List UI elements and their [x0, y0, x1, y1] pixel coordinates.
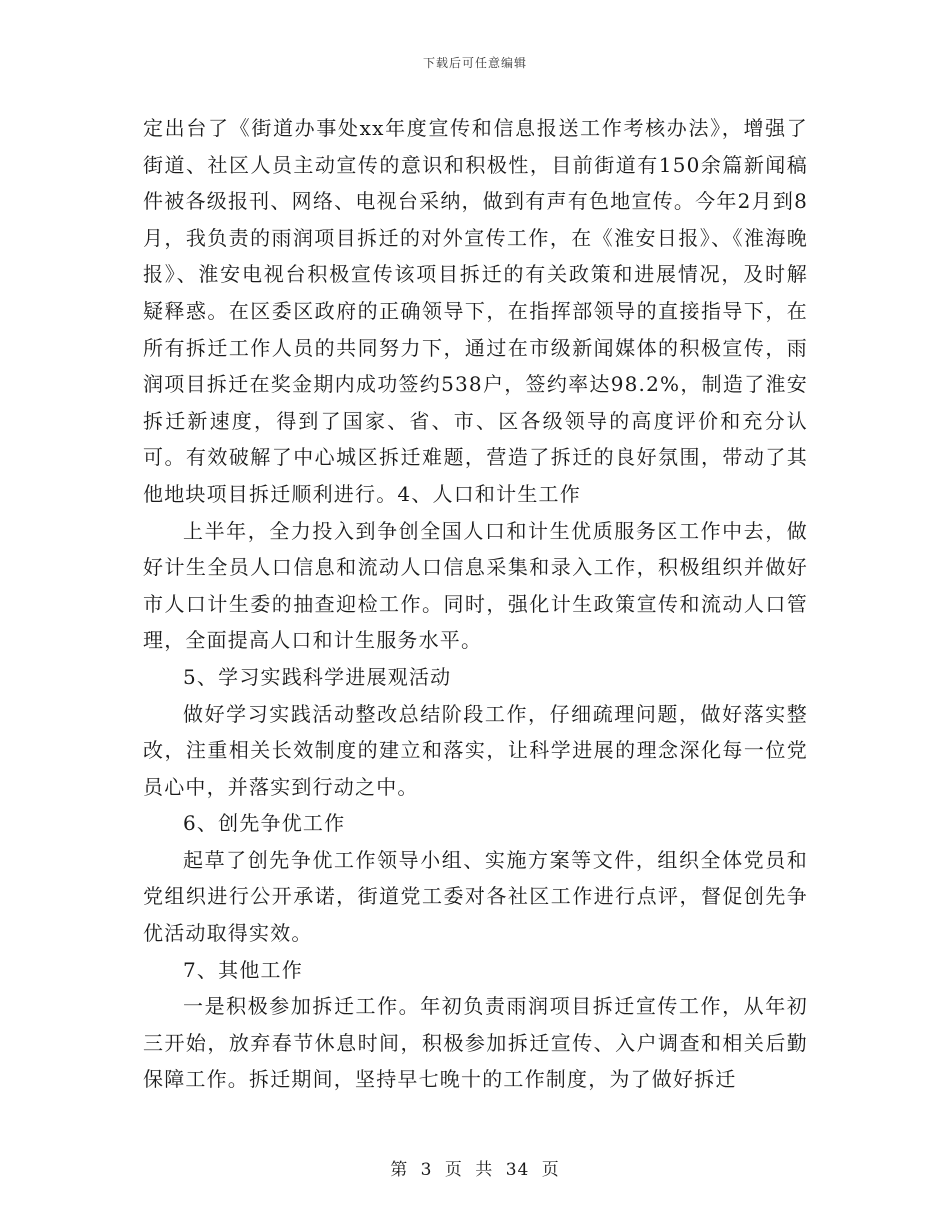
- section-heading-5: 5、学习实践科学进展观活动: [183, 664, 452, 689]
- paragraph-3: 做好学习实践活动整改总结阶段工作，仔细疏理问题，做好落实整改，注重相关长效制度的建立和落实，让科学进展的理念深化每一位党员心中，并落实到行动之中。: [143, 701, 808, 799]
- paragraph-2: 上半年，全力投入到争创全国人口和计生优质服务区工作中去，做好计生全员人口信息和流动人口信息采集和录入工作，积极组织并做好市人口计生委的抽查迎检工作。同时，强化计生政策宣传和流动人口管理，全面提高人口和计生服务水平。: [143, 518, 808, 653]
- page-footer: 第 3 页 共 34 页: [390, 1160, 560, 1180]
- paragraph-5: 一是积极参加拆迁工作。年初负责雨润项目拆迁宣传工作，从年初三开始，放弃春节休息时间，积极参加拆迁宣传、入户调查和相关后勤保障工作。拆迁期间，坚持早七晚十的工作制度，为了做好拆迁: [143, 994, 808, 1092]
- document-body: [143, 110, 808, 1098]
- page-header: 下载后可任意编辑: [422, 56, 527, 70]
- paragraph-4: 起草了创先争优工作领导小组、实施方案等文件，组织全体党员和党组织进行公开承诺，街道党工委对各社区工作进行点评，督促创先争优活动取得实效。: [143, 847, 808, 946]
- section-heading-6: 6、创先争优工作: [183, 811, 346, 836]
- section-heading-7: 7、其他工作: [183, 957, 303, 982]
- paragraph-1: 定出台了《街道办事处xx年度宣传和信息报送工作考核办法》，增强了街道、社区人员主动宣传的意识和积极性，目前街道有150余篇新闻稿件被各级报刊、网络、电视台采纳，做到有声有色地宣传。今年2月到8月，我负责的雨润项目拆迁的对外宣传工作，在《淮安日报》、《淮海晚报》、淮安电视台积极宣传该项目拆迁的有关政策和进展情况，及时解疑释惑。在区委区政府的正确领导下，在指挥部领导的直接指导下，在所有拆迁工作人员的共同努力下，通过在市级新闻媒体的积极宣传，雨润项目拆迁在奖金期内成功签约538户，签约率达98.2%，制造了淮安拆迁新速度，得到了国家、省、市、区各级领导的高度评价和充分认可。有效破解了中心城区拆迁难题，营造了拆迁的良好氛围，带动了其他地块项目拆迁顺利进行。4、人口和计生工作: [143, 116, 808, 506]
